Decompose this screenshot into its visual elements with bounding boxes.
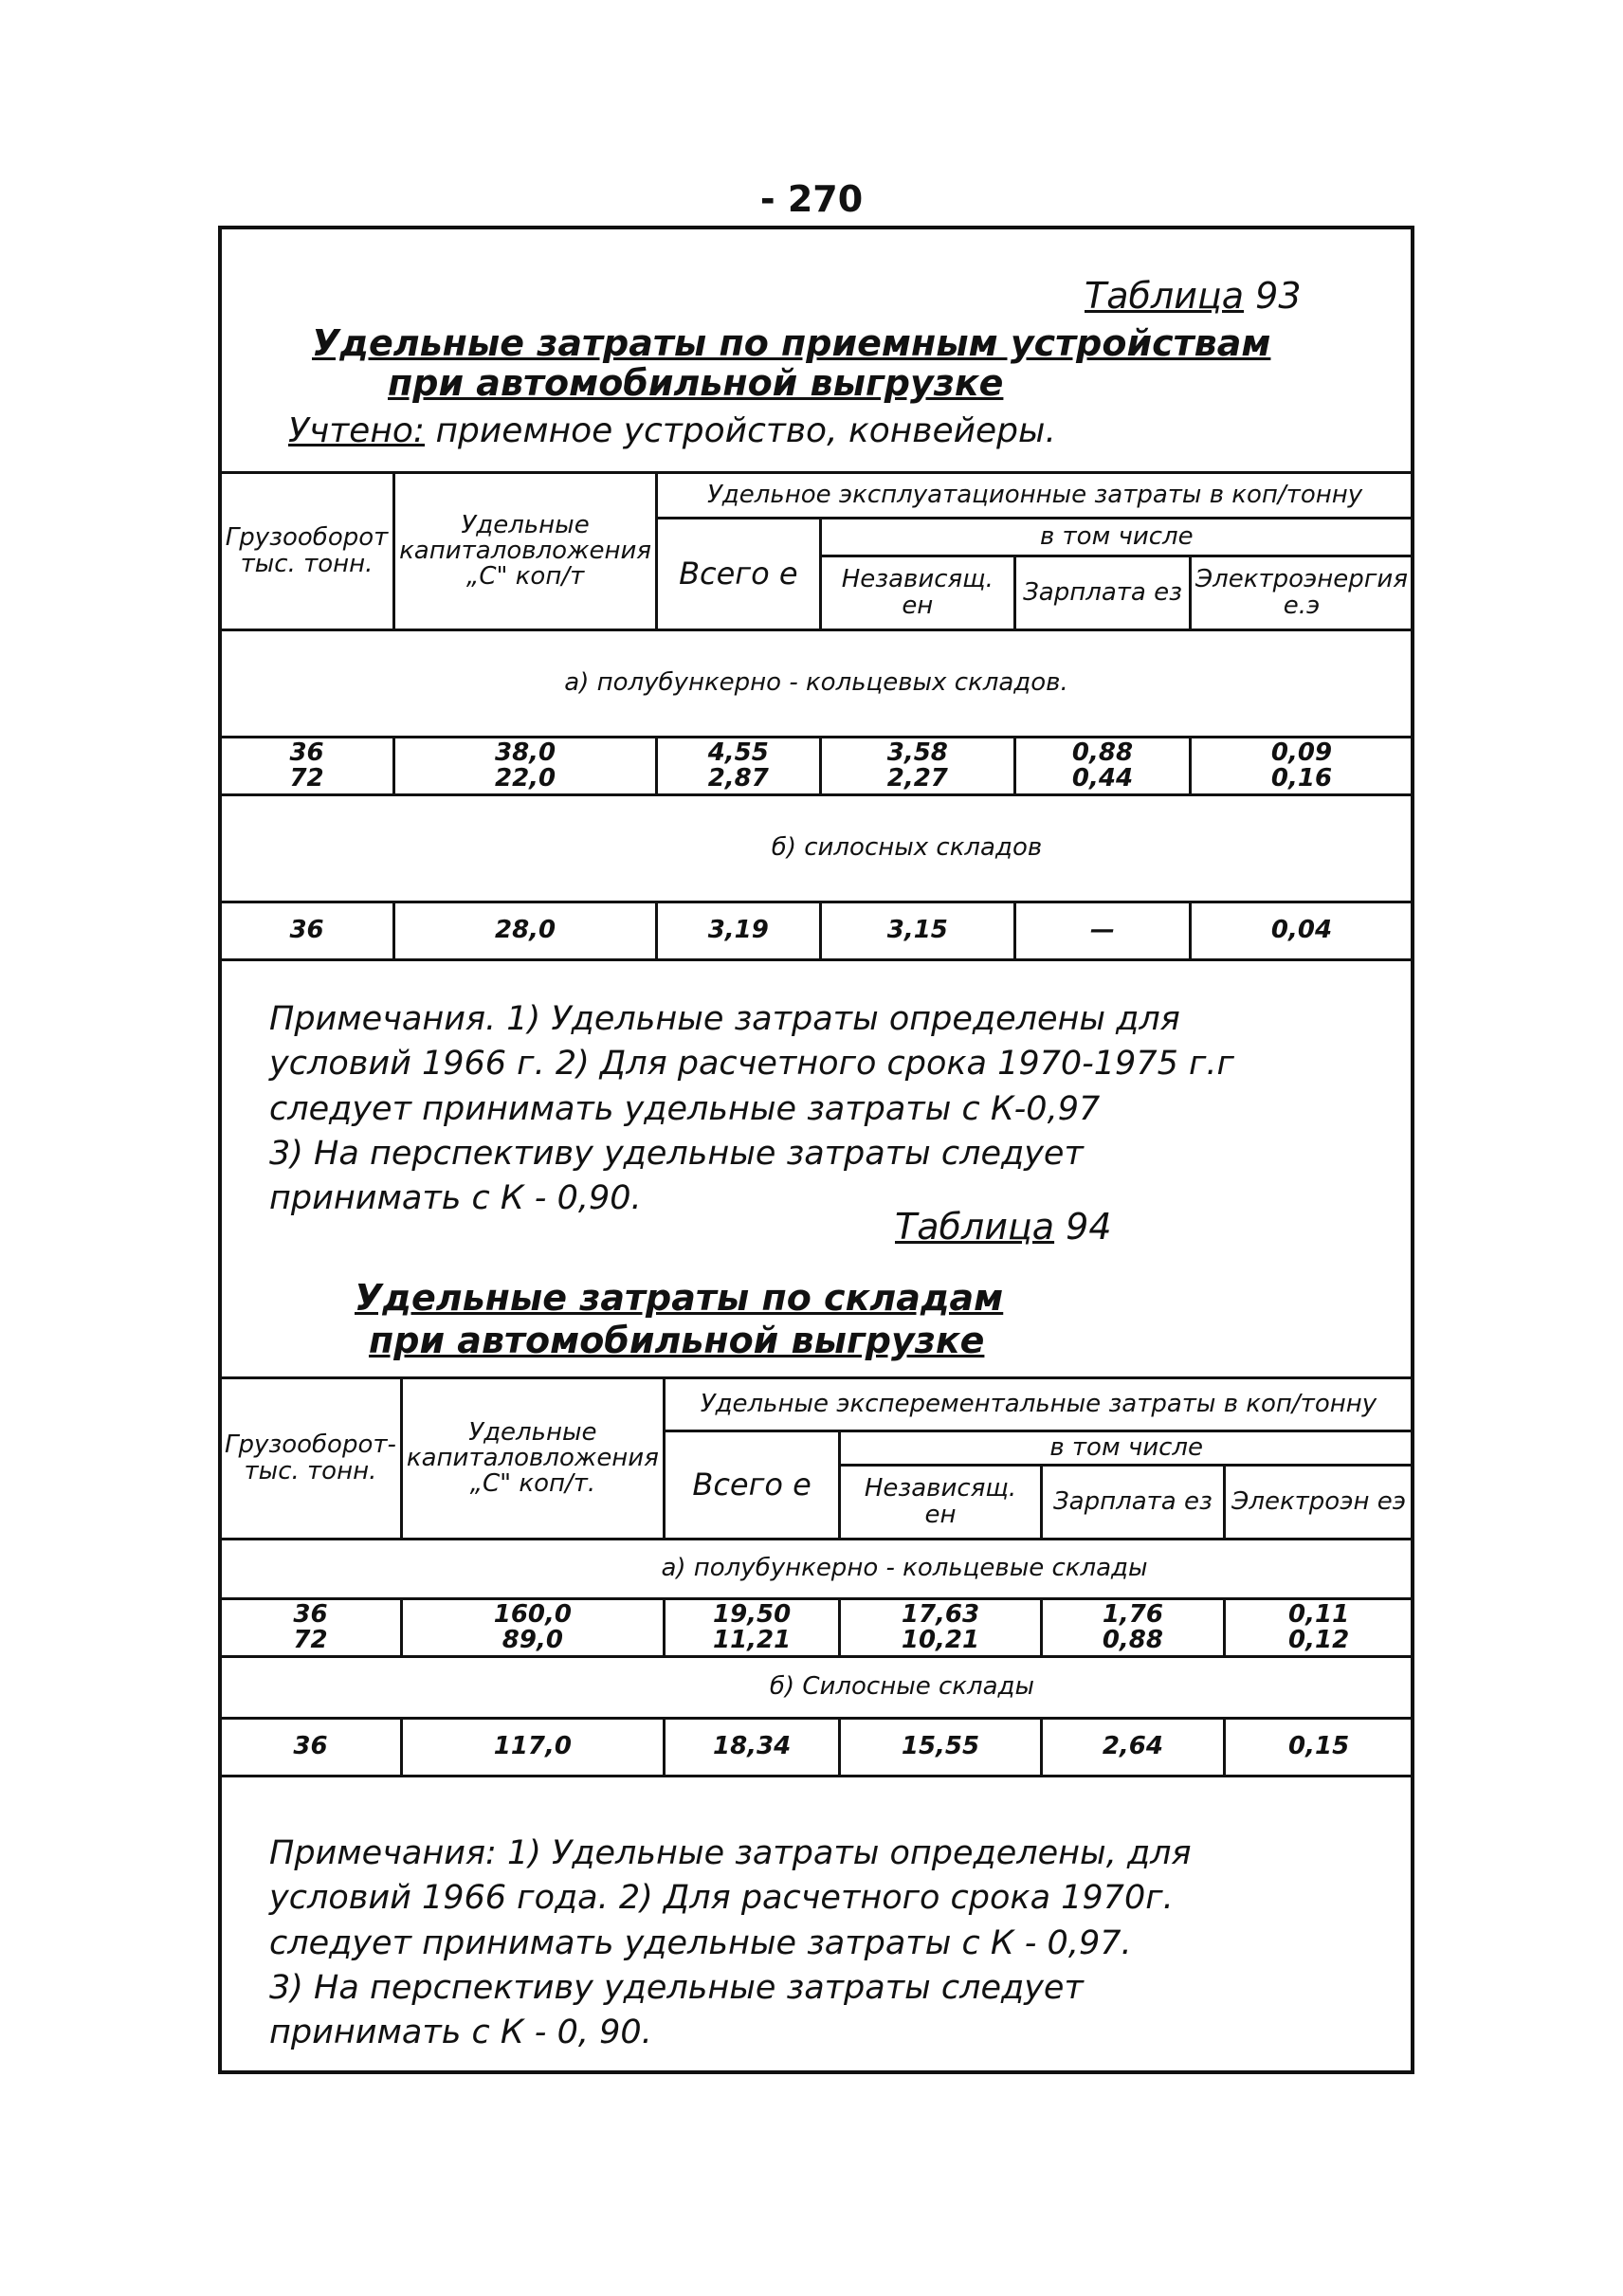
cell-indep: 3,58 2,27 [820,738,1015,795]
cell-total: 19,50 11,21 [664,1599,840,1657]
table94-header-indep: Независящ. ен [840,1466,1041,1540]
table94-number [895,1206,1112,1248]
table93-title-line1: Удельные затраты по приемным устройствам [312,322,1271,364]
cell-capital: 38,0 22,0 [394,738,657,795]
table93-number-label: Таблица [1085,275,1245,317]
table94-number-value: 94 [1066,1206,1112,1248]
table94-header-energy: Электроэн еэ [1225,1466,1413,1540]
table94-section-a: а) полубункерно - кольцевые склады [220,1540,1413,1599]
table93-number-value: 93 [1255,275,1302,317]
cell-indep: 15,55 [840,1719,1041,1777]
cell-capital: 160,0 89,0 [401,1599,664,1657]
table94-note: Примечания: 1) Удельные затраты определены, для условий 1966 года. 2) Для расчетного срока 1970г. следует принимать удельные затраты с К - 0,97. 3) На перспективу удельные затраты следует принимать с К - 0, 90. [269,1834,1192,2051]
cell-salary: 1,76 0,88 [1041,1599,1225,1657]
table94-section-b: б) Силосные склады [220,1657,1413,1719]
cell-indep: 3,15 [820,902,1015,960]
table94-header-cargo: Грузооборот- тыс. тонн. [220,1378,402,1540]
table93-header-incl: в том числе [820,519,1413,556]
table93-header-group: Удельное эксплуатационные затраты в коп/тонну [657,473,1413,519]
cell-salary: 0,88 0,44 [1015,738,1191,795]
table93-included-label: Учтено: [288,411,426,450]
table94-header-capital: Удельные капиталовложения „С" коп/т. [401,1378,664,1540]
cell-total: 3,19 [657,902,821,960]
page-number: - 270 [759,178,864,220]
table93-note: Примечания. 1) Удельные затраты определены для условий 1966 г. 2) Для расчетного срока 1970-1975 г.г следует принимать удельные затраты с К-0,97 3) На перспективу удельные затраты следует принимать с К - 0,90. [269,1000,1234,1217]
table-row [220,738,1413,795]
document-frame [218,226,1414,2074]
cell-total: 4,55 2,87 [657,738,821,795]
table94-number-label: Таблица [895,1206,1055,1248]
table93-header-indep: Независящ. ен [820,556,1015,630]
table-row [220,902,1413,960]
table93-section-b: б) силосных складов [220,795,1413,902]
table93-number [1085,275,1302,317]
cell-capital: 117,0 [401,1719,664,1777]
table93-included-text: приемное устройство, конвейеры. [435,411,1056,450]
cell-energy: 0,04 [1190,902,1413,960]
cell-cargo: 36 [220,902,394,960]
cell-cargo: 36 72 [220,738,394,795]
cell-energy: 0,11 0,12 [1225,1599,1413,1657]
cell-energy: 0,15 [1225,1719,1413,1777]
table94-header-incl: в том числе [840,1431,1413,1466]
table94-header-group: Удельные эксперементальные затраты в коп/тонну [664,1378,1413,1431]
cell-capital: 28,0 [394,902,657,960]
table93-title-line2: при автомобильной выгрузке [388,362,1004,404]
table94-header-total: Всего е [664,1431,840,1540]
cell-total: 18,34 [664,1719,840,1777]
table93-header-energy: Электроэнергия е.э [1190,556,1413,630]
table94-title-line1: Удельные затраты по складам [355,1277,1004,1319]
table93-header-salary: Зарплата ез [1015,556,1191,630]
table93-header-total: Всего е [657,519,821,630]
table93-section-a: а) полубункерно - кольцевых складов. [220,630,1413,738]
table93-included [288,411,1056,450]
table-row [220,1599,1413,1657]
cell-salary: — [1015,902,1191,960]
cell-cargo: 36 72 [220,1599,402,1657]
table94-grid [218,1376,1414,1777]
table93-header-capital: Удельные капиталовложения „С" коп/т [394,473,657,630]
table94-header-salary: Зарплата ез [1041,1466,1225,1540]
cell-indep: 17,63 10,21 [840,1599,1041,1657]
table94-title-line2: при автомобильной выгрузке [369,1320,985,1361]
table93-grid [218,471,1414,961]
table-row [220,1719,1413,1777]
cell-energy: 0,09 0,16 [1190,738,1413,795]
cell-cargo: 36 [220,1719,402,1777]
cell-salary: 2,64 [1041,1719,1225,1777]
table93-header-cargo: Грузооборот тыс. тонн. [220,473,394,630]
